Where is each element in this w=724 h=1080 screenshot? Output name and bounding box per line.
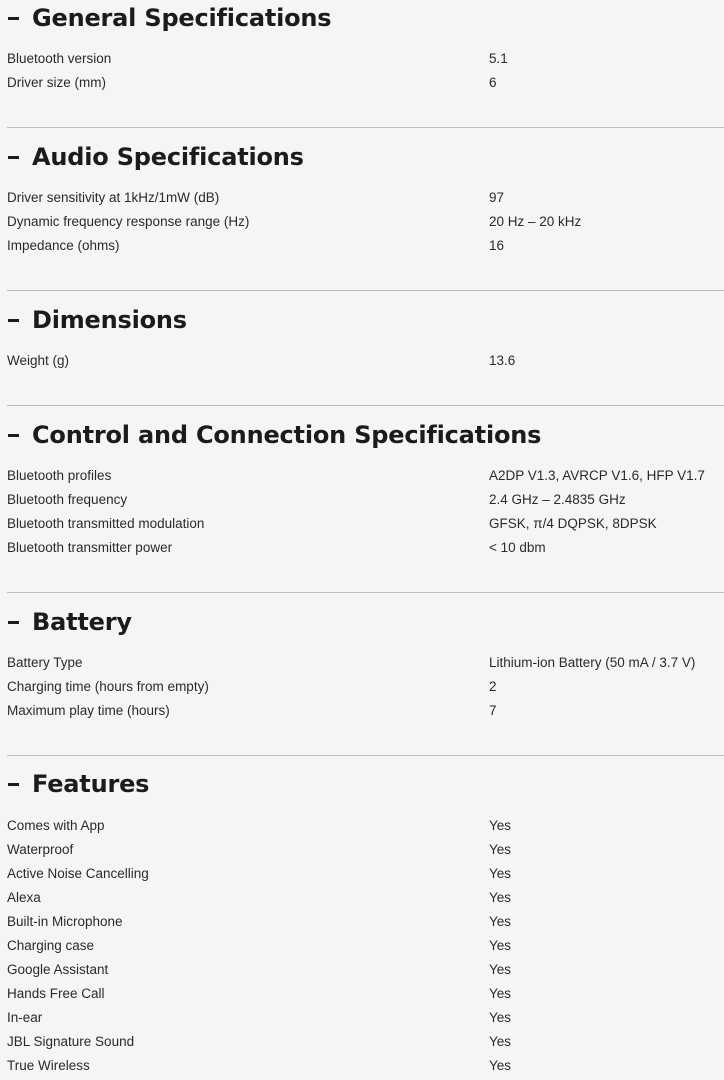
spec-label: Comes with App [7,818,105,833]
spec-row [0,814,724,838]
section-title: Dimensions [32,306,187,334]
spec-label: JBL Signature Sound [7,1034,135,1049]
section-battery [0,604,724,723]
spec-row [0,675,724,699]
section-title: Control and Connection Specifications [32,421,542,449]
section-control-connection-specifications [0,417,724,560]
section-header-general-specifications[interactable] [0,0,724,36]
spec-label: Alexa [7,890,41,905]
spec-value: 20 Hz – 20 kHz [489,214,582,229]
spec-value: Yes [489,938,512,953]
spec-value: 13.6 [489,353,516,368]
spec-label: Dynamic frequency response range (Hz) [7,214,250,229]
spec-value: 6 [489,75,497,90]
spec-label: Bluetooth version [7,51,112,66]
spec-row [0,982,724,1006]
section-title: Battery [32,608,132,636]
spec-label: Driver size (mm) [7,75,106,90]
spec-value: Yes [489,890,512,905]
spec-row [0,186,724,210]
section-header-battery[interactable] [0,604,724,640]
spec-value: Lithium-ion Battery (50 mA / 3.7 V) [489,655,696,670]
spec-label: Bluetooth profiles [7,468,112,483]
spec-row [0,464,724,488]
spec-label: In-ear [7,1010,43,1025]
section-title: Audio Specifications [32,143,304,171]
spec-label: Maximum play time (hours) [7,703,170,718]
spec-row [0,910,724,934]
spec-row [0,699,724,723]
spec-label: Bluetooth transmitter power [7,540,173,555]
spec-row [0,862,724,886]
spec-value: 16 [489,238,505,253]
section-title: General Specifications [32,4,332,32]
spec-row [0,1054,724,1078]
collapse-minus-icon [8,621,19,624]
section-divider [7,592,724,593]
spec-row [0,512,724,536]
spec-label: Google Assistant [7,962,109,977]
spec-row [0,958,724,982]
spec-row [0,1030,724,1054]
spec-value: GFSK, π/4 DQPSK, 8DPSK [489,516,657,531]
spec-label: True Wireless [7,1058,90,1073]
section-general-specifications [0,0,724,95]
spec-label: Built-in Microphone [7,914,123,929]
spec-value: Yes [489,962,512,977]
section-dimensions [0,302,724,373]
spec-label: Charging case [7,938,95,953]
spec-label: Battery Type [7,655,83,670]
spec-row [0,886,724,910]
spec-value: Yes [489,818,512,833]
spec-value: Yes [489,1010,512,1025]
spec-value: Yes [489,866,512,881]
spec-row [0,934,724,958]
spec-value: 2 [489,679,497,694]
spec-row [0,71,724,95]
spec-label: Active Noise Cancelling [7,866,149,881]
spec-value: 97 [489,190,505,205]
section-title: Features [32,770,150,798]
spec-label: Waterproof [7,842,74,857]
spec-row [0,47,724,71]
spec-value: Yes [489,914,512,929]
section-audio-specifications [0,139,724,258]
spec-value: Yes [489,1034,512,1049]
spec-value: 7 [489,703,497,718]
spec-row [0,536,724,560]
spec-label: Weight (g) [7,353,70,368]
section-divider [7,290,724,291]
spec-row [0,234,724,258]
spec-label: Hands Free Call [7,986,105,1001]
collapse-minus-icon [8,783,19,786]
section-divider [7,755,724,756]
collapse-minus-icon [8,17,19,20]
section-features [0,766,724,1078]
section-divider [7,127,724,128]
spec-value: Yes [489,842,512,857]
spec-value: A2DP V1.3, AVRCP V1.6, HFP V1.7 [489,468,705,483]
spec-row [0,349,724,373]
spec-label: Charging time (hours from empty) [7,679,209,694]
section-header-audio-specifications[interactable] [0,139,724,175]
spec-label: Driver sensitivity at 1kHz/1mW (dB) [7,190,220,205]
section-header-control-connection-specifications[interactable] [0,417,724,453]
spec-row [0,1006,724,1030]
spec-row [0,651,724,675]
spec-value: Yes [489,1058,512,1073]
spec-value: Yes [489,986,512,1001]
spec-row [0,838,724,862]
spec-value: 2.4 GHz – 2.4835 GHz [489,492,626,507]
section-header-features[interactable] [0,766,724,802]
collapse-minus-icon [8,319,19,322]
collapse-minus-icon [8,156,19,159]
collapse-minus-icon [8,434,19,437]
spec-row [0,488,724,512]
spec-label: Bluetooth frequency [7,492,128,507]
section-divider [7,405,724,406]
spec-row [0,210,724,234]
spec-label: Bluetooth transmitted modulation [7,516,205,531]
spec-label: Impedance (ohms) [7,238,120,253]
section-header-dimensions[interactable] [0,302,724,338]
spec-value: 5.1 [489,51,508,66]
spec-value: < 10 dbm [489,540,546,555]
